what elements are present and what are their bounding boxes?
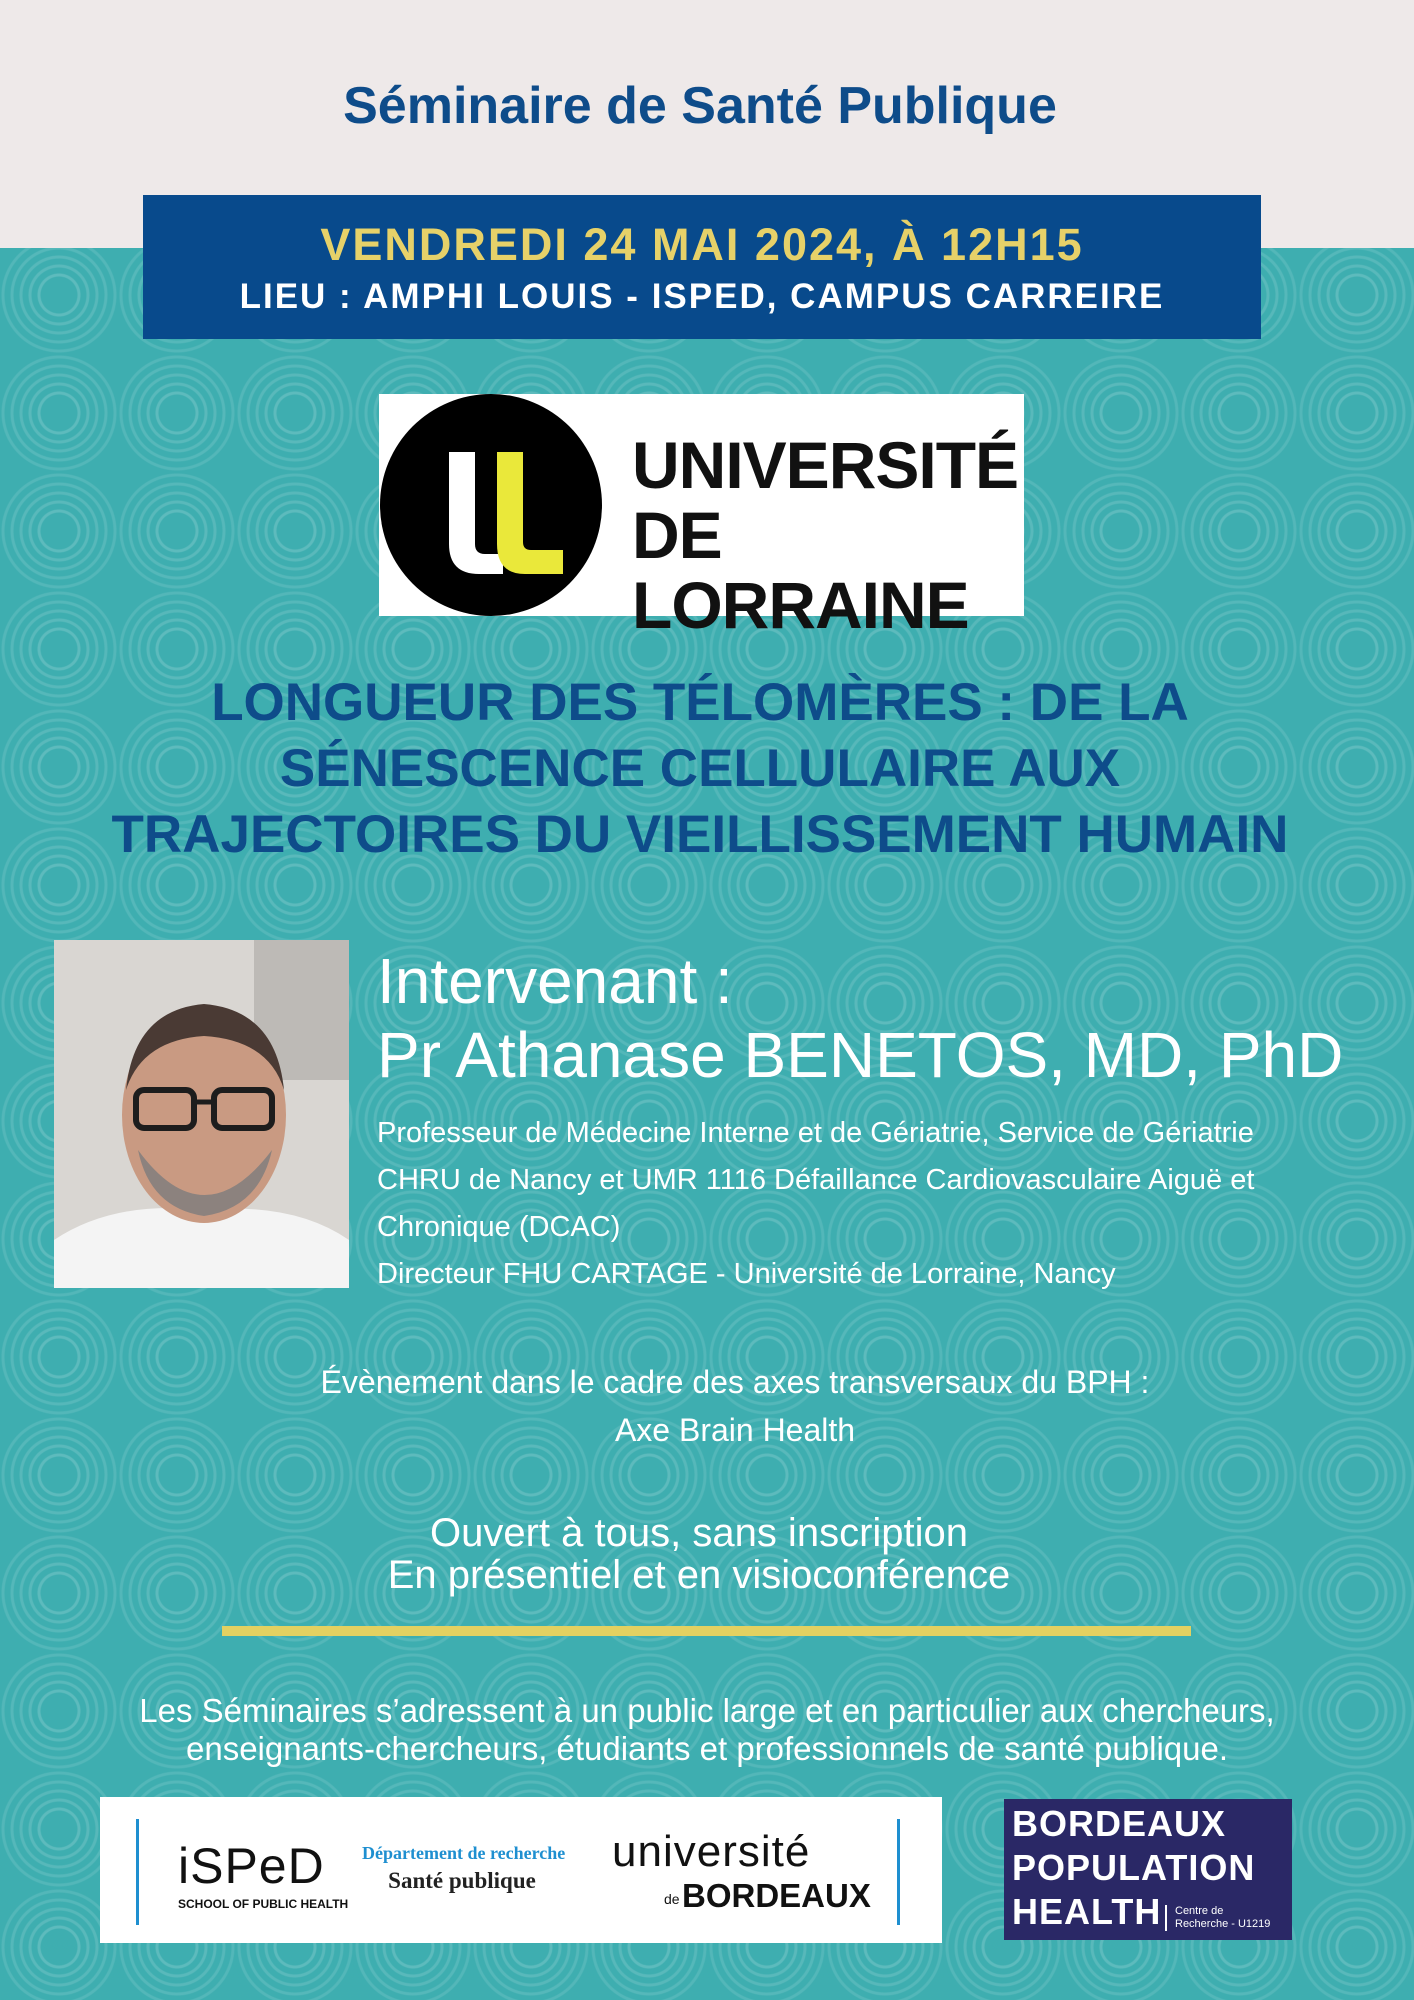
- access-info-line1: Ouvert à tous, sans inscription: [429, 1511, 969, 1555]
- bph-line2: POPULATION: [1012, 1847, 1256, 1888]
- partner-logos: [100, 1797, 942, 1943]
- audience-note-line1: Les Séminaires s’adressent à un public large et en particulier aux chercheurs,: [139, 1692, 1275, 1729]
- talk-title: [40, 670, 1360, 868]
- ul-emblem-icon: [379, 394, 629, 616]
- isped-subtitle: SCHOOL OF PUBLIC HEALTH: [178, 1897, 349, 1911]
- department-line2: Santé publique: [388, 1868, 536, 1893]
- bph-line1: BORDEAUX: [1012, 1803, 1227, 1844]
- ul-wordmark: [632, 430, 1024, 640]
- speaker-name: Pr Athanase BENETOS, MD, PhD: [377, 1019, 1344, 1091]
- bph-line3: HEALTH: [1012, 1891, 1162, 1932]
- event-date: VENDREDI 24 MAI 2024, À 12H15: [320, 219, 1084, 270]
- ubx-prefix: de: [664, 1891, 680, 1907]
- universite-de-lorraine-logo: [379, 394, 1024, 642]
- seminar-title: Séminaire de Santé Publique: [343, 77, 1057, 135]
- ubx-line1: université: [612, 1827, 811, 1876]
- speaker-bio: [377, 1110, 1397, 1298]
- access-info: [0, 1512, 1398, 1596]
- universite-de-bordeaux-logo: [612, 1827, 871, 1917]
- bio-line: CHRU de Nancy et UMR 1116 Défaillance Cardiovasculaire Aiguë et: [377, 1164, 1255, 1196]
- bph-subtitle: [1165, 1905, 1270, 1931]
- event-context: [0, 1358, 1414, 1454]
- date-banner: [143, 195, 1261, 339]
- event-context-line2: Axe Brain Health: [614, 1412, 856, 1448]
- bph-sub2: Recherche - U1219: [1175, 1918, 1271, 1930]
- access-info-line2: En présentiel et en visioconférence: [387, 1553, 1011, 1597]
- partner-separator: [136, 1819, 139, 1925]
- ul-wordmark-line2: DE LORRAINE: [632, 498, 969, 642]
- audience-note-line2: enseignants-chercheurs, étudiants et professionnels de santé publique.: [185, 1730, 1228, 1767]
- department-line1: Département de recherche: [362, 1843, 566, 1863]
- bio-line: Directeur FHU CARTAGE - Université de Lorraine, Nancy: [377, 1258, 1116, 1290]
- event-context-line1: Évènement dans le cadre des axes transversaux du BPH :: [320, 1364, 1150, 1400]
- isped-logo: [178, 1821, 358, 1921]
- bordeaux-population-health-logo: [1004, 1799, 1292, 1940]
- talk-title-line: SÉNESCENCE CELLULAIRE AUX: [279, 739, 1121, 798]
- department-logo: [362, 1843, 566, 1894]
- bio-line: Chronique (DCAC): [377, 1211, 621, 1243]
- bph-sub1: Centre de: [1175, 1905, 1224, 1917]
- partner-separator: [897, 1819, 900, 1925]
- speaker-label: Intervenant :: [377, 945, 733, 1017]
- speaker-photo: [54, 940, 349, 1288]
- isped-wordmark: iSPeD: [178, 1838, 325, 1894]
- ubx-line2: BORDEAUX: [682, 1877, 871, 1914]
- talk-title-line: TRAJECTOIRES DU VIEILLISSEMENT HUMAIN: [111, 805, 1289, 864]
- talk-title-line: LONGUEUR DES TÉLOMÈRES : DE LA: [211, 673, 1189, 732]
- audience-note: [0, 1692, 1414, 1768]
- ul-wordmark-line1: UNIVERSITÉ: [632, 428, 1019, 502]
- event-location: LIEU : AMPHI LOUIS - ISPED, CAMPUS CARREIRE: [239, 277, 1165, 316]
- divider: [222, 1626, 1191, 1636]
- bio-line: Professeur de Médecine Interne et de Gériatrie, Service de Gériatrie: [377, 1117, 1254, 1149]
